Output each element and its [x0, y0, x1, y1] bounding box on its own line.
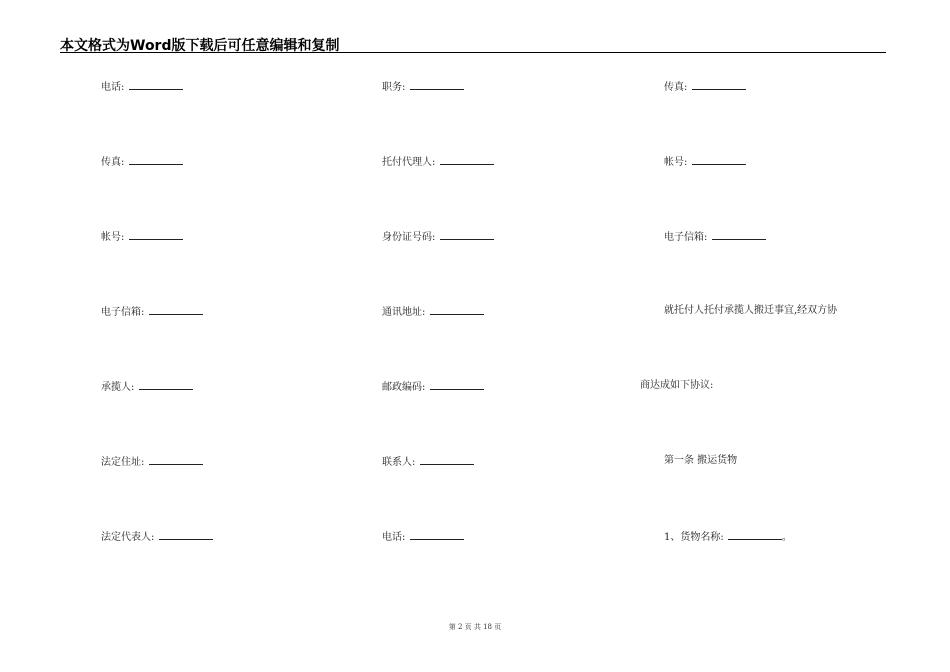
blank-line: [149, 455, 203, 465]
blank-line: [129, 155, 183, 165]
field-legal-address: [101, 455, 203, 469]
period-mark: 。: [781, 532, 792, 543]
blank-line: [410, 80, 464, 90]
article-1-heading: 第一条 搬运货物: [664, 455, 738, 466]
field-account-1: [664, 155, 746, 169]
blank-line: [129, 80, 183, 90]
blank-line: [149, 305, 203, 315]
field-label: 法定代表人:: [101, 532, 155, 543]
header-divider: [60, 52, 886, 53]
field-label: 托付代理人:: [382, 157, 436, 168]
field-label: 电话:: [101, 82, 125, 93]
field-label: 电话:: [382, 532, 406, 543]
blank-line: [139, 380, 193, 390]
field-account-2: [101, 230, 183, 244]
blank-line: [430, 380, 484, 390]
field-label: 法定住址:: [101, 457, 145, 468]
field-fax-2: [101, 155, 183, 169]
blank-line: [692, 80, 746, 90]
field-goods-name: [664, 530, 792, 544]
paragraph-line-2: 商达成如下协议:: [640, 380, 714, 391]
field-phone-2: [382, 530, 464, 544]
field-label: 电子信箱:: [664, 232, 708, 243]
field-postcode: [382, 380, 484, 394]
field-label: 传真:: [101, 157, 125, 168]
field-label: 通讯地址:: [382, 307, 426, 318]
field-label: 电子信箱:: [101, 307, 145, 318]
field-fax-1: [664, 80, 746, 94]
field-label: 身份证号码:: [382, 232, 436, 243]
field-email-1: [664, 230, 766, 244]
blank-line: [712, 230, 766, 240]
blank-line: [129, 230, 183, 240]
paragraph-line-1: 就托付人托付承揽人搬迁事宜,经双方协: [664, 305, 838, 316]
document-header-title: 本文格式为Word版下载后可任意编辑和复制: [60, 38, 340, 54]
blank-line: [692, 155, 746, 165]
blank-line: [440, 230, 494, 240]
page-number-footer: 第 2 页 共 18 页: [448, 623, 502, 631]
field-position: [382, 80, 464, 94]
field-id-number: [382, 230, 494, 244]
field-label: 承揽人:: [101, 382, 135, 393]
field-label: 帐号:: [664, 157, 688, 168]
blank-line: [410, 530, 464, 540]
field-contact: [382, 455, 474, 469]
field-label: 邮政编码:: [382, 382, 426, 393]
field-agent: [382, 155, 494, 169]
field-label: 帐号:: [101, 232, 125, 243]
field-phone-1: [101, 80, 183, 94]
field-label: 1、货物名称:: [664, 532, 724, 543]
blank-line: [430, 305, 484, 315]
blank-line: [420, 455, 474, 465]
field-label: 职务:: [382, 82, 406, 93]
field-contractor: [101, 380, 193, 394]
field-email-2: [101, 305, 203, 319]
field-label: 联系人:: [382, 457, 416, 468]
blank-line: [728, 530, 782, 540]
field-mail-address: [382, 305, 484, 319]
blank-line: [440, 155, 494, 165]
field-label: 传真:: [664, 82, 688, 93]
field-legal-representative: [101, 530, 213, 544]
blank-line: [159, 530, 213, 540]
